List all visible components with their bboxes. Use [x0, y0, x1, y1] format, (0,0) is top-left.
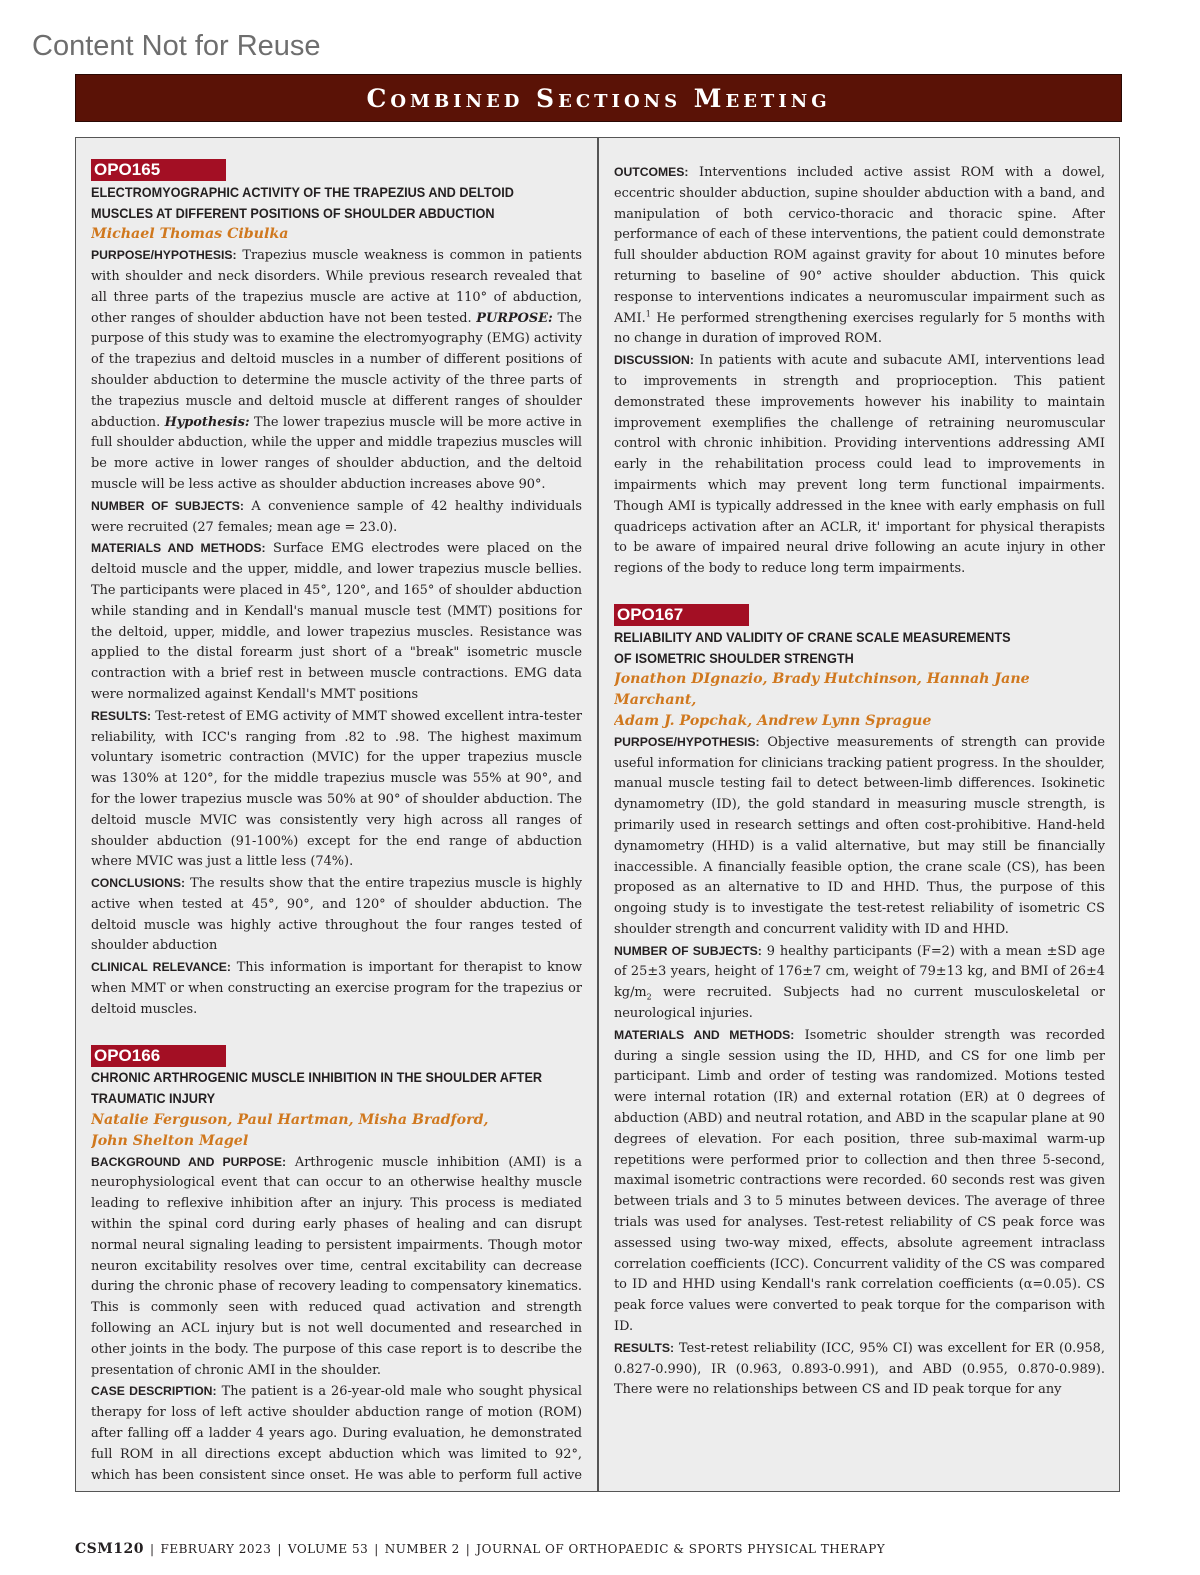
section-label: RESULTS:: [91, 708, 152, 723]
left-column: [91, 157, 582, 1483]
section-text: He performed strengthening exercises regularly for 5 months with no change in duration of improved ROM.: [614, 310, 1105, 347]
column-divider: [597, 137, 599, 1492]
abstract-paragraph: [614, 162, 1105, 350]
section-label: NUMBER OF SUBJECTS:: [614, 943, 762, 958]
page-footer: CSM120 | FEBRUARY 2023 | VOLUME 53 | NUMBER 2 | JOURNAL OF ORTHOPAEDIC & SPORTS PHYSICAL THERAPY: [75, 1541, 886, 1557]
footer-number: NUMBER 2: [384, 1542, 460, 1556]
abstract-title: ELECTROMYOGRAPHIC ACTIVITY OF THE TRAPEZIUS AND DELTOID MUSCLES AT DIFFERENT POSITIONS OF SHOULDER ABDUCTION: [91, 184, 514, 221]
abstract-authors: Natalie Ferguson, Paul Hartman, Misha Bradford, John Shelton Magel: [91, 1112, 489, 1149]
section-text: Arthrogenic muscle inhibition (AMI) is a neurophysiological event that can occur to an otherwise healthy muscle leading to reflexive inhibition after an injury. This process is mediated within the spinal cord during early phases of healing and can disrupt normal neural signaling leading to persistent impairments. Though motor neuron excitability resolves over time, central excitability can decrease during the chronic phase of recovery leading to compensatory kinematics. This is commonly seen with reduced quad activation and strength following an ACL injury but is not well documented and researched in other joints in the body. The purpose of this case report is to describe the presentation of chronic AMI in the shoulder.: [91, 1154, 582, 1378]
section-label: MATERIALS AND METHODS:: [614, 1027, 795, 1042]
section-label: CASE DESCRIPTION:: [91, 1384, 217, 1399]
right-column: [614, 162, 1105, 1488]
section-label: BACKGROUND AND PURPOSE:: [91, 1154, 287, 1169]
abstract-code-tag: OPO165: [91, 159, 226, 181]
section-text: Test-retest of EMG activity of MMT showed excellent intra-tester reliability, with ICC's ranging from .82 to .98. The highest maximum voluntary isometric contraction (MVIC) for the upper trapezius muscle was 130% at 120°, for the middle trapezius muscle was 55% at 90°, and for the lower trapezius muscle was 50% at 90° of shoulder abduction. The deltoid muscle MVIC was consistently very high across all ranges of shoulder abduction (91-100%) except for the end range of abduction where MVIC was just a little less (74%).: [91, 708, 582, 870]
section-text: The patient is a 26-year-old male who sought physical therapy for loss of left active shoulder abduction range of motion (ROM) after falling off a ladder 4 years ago. During evaluation, he demonstrated full ROM in all directions except abduction which was limited to 92°, which has been consistent since onset. He was able to perform full active: [91, 1384, 582, 1483]
abstract-paragraph: [614, 1025, 1105, 1338]
section-text: The lower trapezius muscle will be more active in full shoulder abduction, while the upper and middle trapezius muscles will be more active in lower ranges of shoulder abduction, and the deltoid muscle will be less active as shoulder abduction increases above 90°.: [91, 414, 582, 492]
section-text: The purpose of this study was to examine the electromyography (EMG) activity of the trapezius and deltoid muscles in a number of different positions of shoulder abduction to determine the muscle activity of the three parts of the trapezius muscle and deltoid muscle at different ranges of shoulder abduction.: [91, 310, 582, 430]
section-label: MATERIALS AND METHODS:: [91, 541, 266, 556]
footnote-ref: 1: [645, 309, 651, 319]
section-text: In patients with acute and subacute AMI, interventions lead to improvements in strength and proprioception. This patient demonstrated these improvements however his inability to maintain improvement exemplifies the challenge of retraining neuromuscular control with chronic inhibition. Providing interventions addressing AMI early in the rehabilitation process could lead to improvements in impairments which may prevent long term functional impairments. Though AMI is typically addressed in the knee with early emphasis on full quadriceps activation after an ACLR, it' important for physical therapists to be aware of impaired neural drive following an acute injury in other regions of the body to reduce long term impairments.: [614, 353, 1105, 577]
section-text: This information is important for therapist to know when MMT or when constructing an exercise program for the trapezius or deltoid muscles.: [91, 960, 582, 1017]
section-text: Objective measurements of strength can provide useful information for clinicians tracking patient progress. In the shoulder, manual muscle testing fail to detect between-limb differences. Isokinetic dynamometry (ID), the gold standard in measuring muscle strength, is primarily used in research settings and often cost-prohibitive. Hand-held dynamometry (HHD) is a valid alternative, but may still be financially inaccessible. A financially feasible option, the crane scale (CS), has been proposed as an alternative to ID and HHD. Thus, the purpose of this ongoing study is to investigate the test-retest reliability of isometric CS shoulder strength and concurrent validity with ID and HHD.: [614, 734, 1105, 937]
abstract-paragraph: [614, 941, 1105, 1025]
abstract-paragraph: [614, 350, 1105, 580]
section-label: CONCLUSIONS:: [91, 876, 186, 891]
section-text: Surface EMG electrodes were placed on the deltoid muscle and the upper, middle, and lower trapezius muscle bellies. The participants were placed in 45°, 120°, and 165° of shoulder abduction while standing and in Kendall's manual muscle test (MMT) positions for the deltoid, upper, middle, and lower trapezius muscles. Resistance was applied to the distal forearm just short of a "break" isometric muscle contraction with a brief rest in between muscle contractions. EMG data were normalized against Kendall's MMT positions: [91, 541, 582, 702]
footer-volume: VOLUME 53: [287, 1542, 369, 1556]
abstract-paragraph: [614, 732, 1105, 941]
abstract-paragraph: [91, 1381, 582, 1483]
section-label: PURPOSE/HYPOTHESIS:: [614, 734, 760, 749]
section-text: Interventions included active assist ROM with a dowel, eccentric shoulder abduction, supine shoulder abduction with a band, and manipulation of both cervico-thoracic and thoracic spine. After performance of each of these interventions, the patient could demonstrate full shoulder abduction ROM against gravity for about 10 minutes before returning to baseline of 90° active shoulder abduction. This quick response to interventions indicates a neuromuscular impairment such as AMI.: [614, 165, 1105, 326]
abstract-title: CHRONIC ARTHROGENIC MUSCLE INHIBITION IN THE SHOULDER AFTER TRAUMATIC INJURY: [91, 1070, 543, 1107]
emphasis-text: PURPOSE:: [476, 310, 553, 326]
page-number: CSM120: [75, 1541, 144, 1557]
abstract-paragraph: [91, 245, 582, 496]
watermark: Content Not for Reuse: [32, 30, 321, 62]
section-text: Test-retest reliability (ICC, 95% CI) was excellent for ER (0.958, 0.827-0.990), IR (0.963, 0.893-0.991), and ABD (0.955, 0.870-0.989). There were no relationships between CS and ID peak torque for any: [614, 1340, 1105, 1398]
section-label: OUTCOMES:: [614, 165, 689, 179]
abstract-paragraph: [91, 706, 582, 873]
abstract-code-tag: OPO167: [614, 604, 749, 626]
section-text: The results show that the entire trapezius muscle is highly active when tested at 45°, 90°, and 120° of shoulder abduction. The deltoid muscle was highly active throughout the four ranges tested of shoulder abduction: [91, 876, 582, 954]
section-label: RESULTS:: [614, 1340, 675, 1355]
abstract-paragraph: [91, 873, 582, 957]
abstract-code-tag: OPO166: [91, 1045, 226, 1067]
abstract-paragraph: [91, 496, 582, 539]
section-banner: [75, 74, 1122, 122]
banner-title: Combined Sections Meeting: [366, 83, 831, 113]
abstract-title: RELIABILITY AND VALIDITY OF CRANE SCALE MEASUREMENTS OF ISOMETRIC SHOULDER STRENGTH: [614, 629, 1011, 666]
abstract-authors: Michael Thomas Cibulka: [91, 226, 289, 243]
abstract-authors: Jonathon DIgnazio, Brady Hutchinson, Hannah Jane Marchant, Adam J. Popchak, Andrew Lynn Sprague: [614, 671, 1030, 729]
section-label: DISCUSSION:: [614, 353, 694, 368]
abstract-paragraph: [91, 538, 582, 705]
emphasis-text: Hypothesis:: [164, 414, 250, 430]
section-text: 9 healthy participants (F=2) with a mean ±SD age of 25±3 years, height of 176±7 cm, weight of 79±13 kg, and BMI of 26±4 kg/m: [614, 943, 1105, 1001]
section-label: PURPOSE/HYPOTHESIS:: [91, 248, 237, 263]
section-label: NUMBER OF SUBJECTS:: [91, 498, 244, 513]
section-text: were recruited. Subjects had no current musculoskeletal or neurological injuries.: [614, 985, 1105, 1022]
section-text: A convenience sample of 42 healthy individuals were recruited (27 females; mean age = 23.0).: [91, 498, 582, 535]
abstract-paragraph: [614, 1338, 1105, 1401]
section-text: Isometric shoulder strength was recorded during a single session using the ID, HHD, and CS for one limb per participant. Limb and order of testing was randomized. Motions tested were internal rotation (IR) and external rotation (ER) at 0 degrees of abduction (ABD) and neutral rotation, and ABD in the scapular plane at 90 degrees of elevation. For each position, three sub-maximal warm-up repetitions were performed prior to collection and then three 5-second, maximal isometric contractions were recorded. 60 seconds rest was given between trials and 3 to 5 minutes between devices. The average of three trials was used for analyses. Test-retest reliability of CS peak force was assessed using two-way mixed, effects, absolute agreement intraclass correlation coefficients (ICC). Concurrent validity of the CS was compared to ID and HHD using Kendall's rank correlation coefficients (α=0.05). CS peak force values were converted to peak torque for the comparison with ID.: [614, 1027, 1105, 1335]
subscript: 2: [646, 992, 652, 1002]
footer-date: FEBRUARY 2023: [160, 1542, 272, 1556]
section-label: CLINICAL RELEVANCE:: [91, 960, 231, 975]
abstract-paragraph: [91, 957, 582, 1020]
footer-journal: JOURNAL OF ORTHOPAEDIC & SPORTS PHYSICAL THERAPY: [476, 1542, 886, 1556]
section-text: Trapezius muscle weakness is common in patients with shoulder and neck disorders. While previous research revealed that all three parts of the trapezius muscle are active at 110° of abduction, other ranges of shoulder abduction have not been tested.: [91, 248, 582, 326]
abstract-paragraph: [91, 1152, 582, 1382]
